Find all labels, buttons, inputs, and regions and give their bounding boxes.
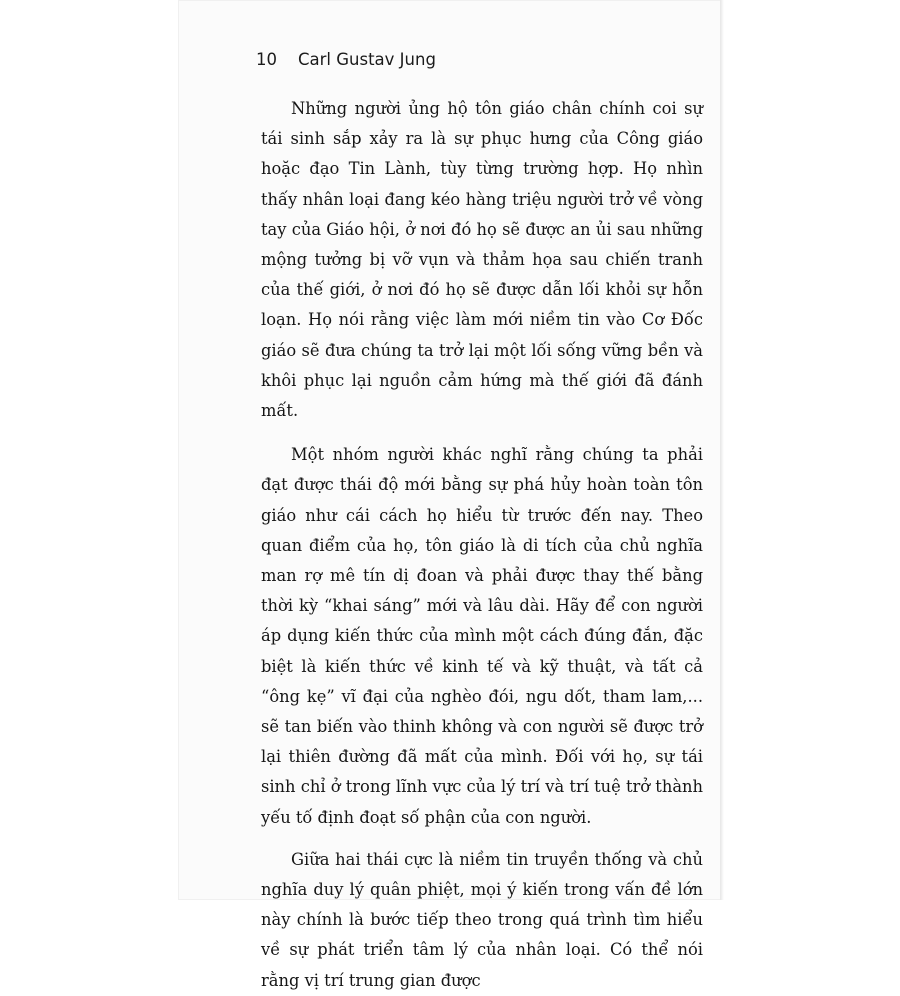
page-number: 10 (256, 50, 277, 69)
body-text (261, 94, 703, 996)
paragraph-1: Những người ủng hộ tôn giáo chân chính coi sự tái sinh sắp xảy ra là sự phục hưng của Công giáo hoặc đạo Tin Lành, tùy từng trường hợp. Họ nhìn thấy nhân loại đang kéo hàng triệu người trở về vòng tay của Giáo hội, ở nơi đó họ sẽ được an ủi sau những mộng tưởng bị vỡ vụn và thảm họa sau chiến tranh của thế giới, ở nơi đó họ sẽ được dẫn lối khỏi sự hỗn loạn. Họ nói rằng việc làm mới niềm tin vào Cơ Đốc giáo sẽ đưa chúng ta trở lại một lối sống vững bền và khôi phục lại nguồn cảm hứng mà thế giới đã đánh mất. (261, 99, 703, 421)
paragraph-3: Giữa hai thái cực là niềm tin truyền thống và chủ nghĩa duy lý quân phiệt, mọi ý kiến trong vấn đề lớn này chính là bước tiếp theo trong quá trình tìm hiểu về sự phát triển tâm lý của nhân loại. Có thể nói rằng vị trí trung gian được (261, 849, 703, 990)
paragraph-2: Một nhóm người khác nghĩ rằng chúng ta phải đạt được thái độ mới bằng sự phá hủy hoàn toàn tôn giáo như cái cách họ hiểu từ trước đến nay. Theo quan điểm của họ, tôn giáo là di tích của chủ nghĩa man rợ mê tín dị đoan và phải được thay thế bằng thời kỳ “khai sáng” mới và lâu dài. Hãy để con người áp dụng kiến thức của mình một cách đúng đắn, đặc biệt là kiến thức về kinh tế và kỹ thuật, và tất cả “ông kẹ” vĩ đại của nghèo đói, ngu dốt, tham lam,... sẽ tan biến vào thinh không và con người sẽ được trở lại thiên đường đã mất của mình. Đối với họ, sự tái sinh chỉ ở trong lĩnh vực của lý trí và trí tuệ trở thành yếu tố định đoạt số phận của con người. (261, 445, 703, 827)
running-header (256, 50, 436, 69)
page-edge-shadow (720, 0, 724, 900)
author-name: Carl Gustav Jung (298, 50, 436, 69)
